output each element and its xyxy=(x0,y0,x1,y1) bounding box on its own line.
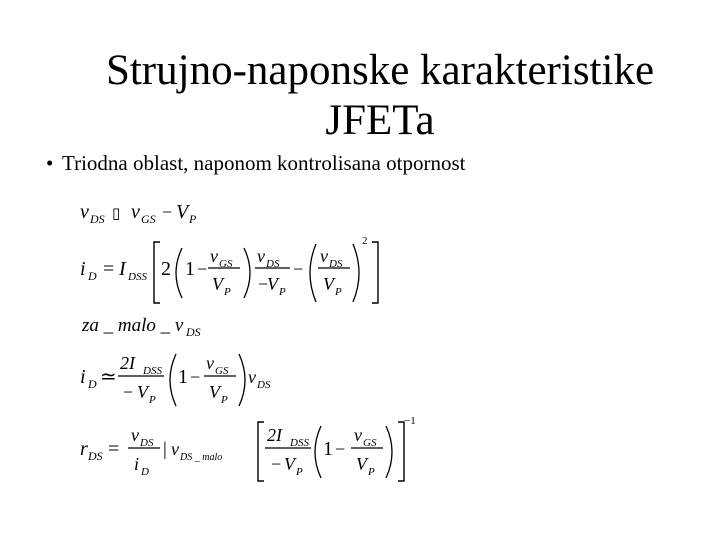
eq4-frac2-num-v: v xyxy=(206,353,214,373)
eq2-one: 1 xyxy=(185,258,195,280)
eq5-right-bracket xyxy=(398,422,404,481)
eq5-rparen xyxy=(386,426,392,478)
eq2-frac1-num-sub: GS xyxy=(219,258,233,270)
eq2-i: i xyxy=(80,258,86,280)
title-line-2: JFETa xyxy=(325,97,435,144)
bullet-text: Triodna oblast, naponom kontrolisana otpornost xyxy=(62,151,466,175)
eq2-minus1: − xyxy=(197,259,208,279)
eq2-right-bracket xyxy=(372,242,378,303)
eq2-frac3-den-V: V xyxy=(323,274,334,294)
eq1-vgs-v: v xyxy=(131,201,140,223)
eq3-ds-sub: DS xyxy=(186,325,201,339)
eq2-I: I xyxy=(119,258,126,280)
eq2-frac1-den-sub: P xyxy=(224,286,231,298)
bullet-marker: • xyxy=(46,151,54,175)
eq5-left-bracket xyxy=(258,422,264,481)
eq1-gs-sub: GS xyxy=(141,212,156,226)
eq5-frac-den-sub: D xyxy=(141,466,149,478)
eq2-frac1-num-v: v xyxy=(210,246,218,266)
eq4-den-minus: − xyxy=(123,382,134,402)
eq1-v: v xyxy=(80,201,89,223)
eq2-left-bracket xyxy=(154,242,160,303)
eq2-frac2-num-v: v xyxy=(257,246,265,266)
eq5-vds-sub: DS _ malo xyxy=(180,452,223,463)
eq4-frac2-num-sub: GS xyxy=(215,365,229,377)
eq5-frac2-num: 2I xyxy=(267,425,282,445)
eq1-box: ▯ xyxy=(112,206,121,222)
equation-5 xyxy=(80,415,416,481)
equation-2 xyxy=(80,235,378,303)
eq2-frac2-num-sub: DS xyxy=(266,258,280,270)
eq5-one: 1 xyxy=(323,438,333,460)
eq2-frac1-den-V: V xyxy=(212,274,223,294)
eq2-minus2: − xyxy=(293,259,304,279)
eq4-rparen xyxy=(239,354,245,406)
eq5-bar: | xyxy=(163,439,167,460)
eq1-minus: − xyxy=(162,202,173,222)
eq4-vds-sub: DS xyxy=(257,379,271,391)
eq4-i: i xyxy=(80,366,86,388)
eq4-vds-v: v xyxy=(248,367,256,387)
eq5-inv: −1 xyxy=(404,415,416,427)
eq4-minus: − xyxy=(190,367,201,387)
eq2-d-sub: D xyxy=(88,269,97,283)
eq5-frac3-num-sub: GS xyxy=(363,437,377,449)
eq1-V: V xyxy=(176,201,189,223)
eq5-frac3-den-V: V xyxy=(356,454,367,474)
eq2-rparen xyxy=(244,248,250,298)
eq5-eq: = xyxy=(108,438,120,460)
eq4-frac2-den-sub: P xyxy=(221,394,228,406)
eq2-dss-sub: DSS xyxy=(128,271,147,283)
eq2-lparen2 xyxy=(310,244,316,302)
eq1-p-sub: P xyxy=(189,212,197,226)
eq5-frac2-den-V: V xyxy=(284,454,295,474)
eq5-frac-den-i: i xyxy=(134,454,140,474)
eq5-ds-sub: DS xyxy=(88,449,103,463)
eq4-d-sub: D xyxy=(88,377,97,391)
eq5-lparen xyxy=(315,426,321,478)
eq4-num: 2I xyxy=(120,353,135,373)
eq5-frac-num-v: v xyxy=(131,425,139,445)
eq4-frac2-den-V: V xyxy=(209,382,220,402)
eq4-den-sub: P xyxy=(149,394,156,406)
eq2-rparen2 xyxy=(353,244,359,302)
eq1-ds-sub: DS xyxy=(90,212,105,226)
eq4-approx: ≃ xyxy=(100,366,117,388)
eq5-frac-num-sub: DS xyxy=(140,437,154,449)
eq2-two: 2 xyxy=(161,258,171,280)
eq5-vds-v: v xyxy=(171,439,179,459)
eq5-frac2-num-sub: DSS xyxy=(290,437,309,449)
eq2-frac3-den-sub: P xyxy=(335,286,342,298)
eq5-frac2-den-minus: − xyxy=(271,454,282,474)
equation-4 xyxy=(80,353,271,406)
eq4-den-V: V xyxy=(137,382,148,402)
eq5-frac3-num-v: v xyxy=(354,425,362,445)
equation-3 xyxy=(81,315,201,339)
eq2-frac2-den-minus: − xyxy=(258,274,269,294)
eq2-frac2-den-V: V xyxy=(267,274,278,294)
eq5-minus: − xyxy=(335,439,346,459)
eq4-one: 1 xyxy=(178,366,188,388)
eq5-frac3-den-sub: P xyxy=(368,466,375,478)
eq5-r: r xyxy=(80,438,88,460)
eq2-frac3-num-v: v xyxy=(320,246,328,266)
eq2-lparen xyxy=(176,248,182,298)
eq2-square: 2 xyxy=(362,235,368,247)
eq5-frac2-den-sub: P xyxy=(296,466,303,478)
eq2-eq: = xyxy=(103,258,115,280)
eq2-frac3-num-sub: DS xyxy=(329,258,343,270)
title-line-1: Strujno-naponske karakteristike xyxy=(105,47,655,94)
eq2-frac2-den-sub: P xyxy=(279,286,286,298)
eq3-text: za _ malo _ v xyxy=(82,315,184,336)
eq4-num-sub: DSS xyxy=(143,365,162,377)
equation-1 xyxy=(80,201,197,226)
eq4-lparen xyxy=(170,354,176,406)
